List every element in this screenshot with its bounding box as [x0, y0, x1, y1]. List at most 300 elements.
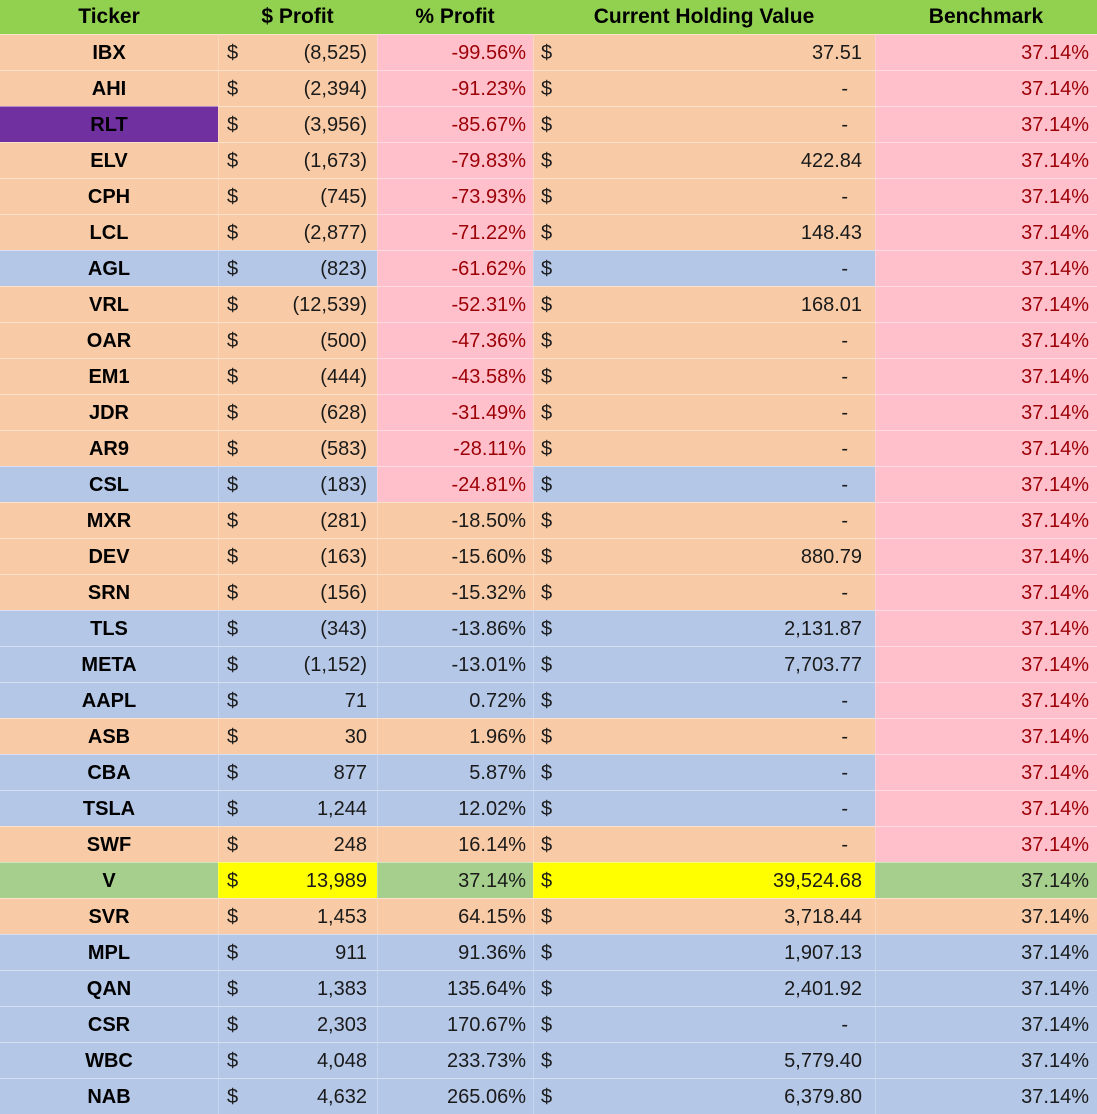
- ticker-cell[interactable]: [0, 934, 218, 970]
- profit-value: 248: [333, 833, 367, 856]
- benchmark-value: 37.14%: [1021, 437, 1089, 460]
- percent-profit-value: -47.36%: [451, 329, 526, 352]
- holding-value-cell[interactable]: [533, 322, 875, 358]
- dollar-sign: $: [541, 761, 553, 784]
- dollar-sign: $: [541, 329, 553, 352]
- profit-cell[interactable]: [218, 646, 377, 682]
- profit-value: 911: [335, 941, 367, 964]
- profit-cell[interactable]: [218, 34, 377, 70]
- holding-value-cell[interactable]: [533, 502, 875, 538]
- ticker-label: NAB: [87, 1085, 131, 1108]
- profit-value: 13,989: [305, 869, 367, 892]
- dollar-sign: $: [227, 653, 239, 676]
- profit-cell[interactable]: [218, 610, 377, 646]
- profit-value: (156): [320, 581, 367, 604]
- percent-profit-value: 233.73%: [447, 1049, 526, 1072]
- ticker-label: AAPL: [81, 689, 137, 712]
- dollar-sign: $: [227, 797, 239, 820]
- benchmark-cell[interactable]: [875, 1078, 1097, 1114]
- header-benchmark[interactable]: Benchmark: [928, 5, 1044, 28]
- table-row: [0, 358, 1097, 394]
- ticker-cell[interactable]: [0, 286, 218, 322]
- holding-value-cell[interactable]: [533, 970, 875, 1006]
- header-percent-profit[interactable]: % Profit: [415, 5, 495, 28]
- dollar-sign: $: [541, 149, 553, 172]
- profit-cell[interactable]: [218, 790, 377, 826]
- profit-cell[interactable]: [218, 682, 377, 718]
- percent-profit-cell[interactable]: [377, 70, 533, 106]
- benchmark-cell[interactable]: [875, 1006, 1097, 1042]
- ticker-cell[interactable]: [0, 754, 218, 790]
- header-ticker[interactable]: Ticker: [78, 5, 140, 28]
- benchmark-cell[interactable]: [875, 862, 1097, 898]
- ticker-cell[interactable]: [0, 250, 218, 286]
- holding-value-cell[interactable]: [533, 862, 875, 898]
- benchmark-cell[interactable]: [875, 250, 1097, 286]
- percent-profit-value: 91.36%: [458, 941, 526, 964]
- ticker-cell[interactable]: [0, 538, 218, 574]
- table-row: [0, 250, 1097, 286]
- table-row: [0, 646, 1097, 682]
- profit-cell[interactable]: [218, 214, 377, 250]
- dollar-sign: $: [541, 833, 553, 856]
- ticker-cell[interactable]: [0, 826, 218, 862]
- percent-profit-cell[interactable]: [377, 754, 533, 790]
- profit-cell[interactable]: [218, 1042, 377, 1078]
- benchmark-cell[interactable]: [875, 466, 1097, 502]
- percent-profit-cell[interactable]: [377, 574, 533, 610]
- table-row: [0, 718, 1097, 754]
- benchmark-cell[interactable]: [875, 214, 1097, 250]
- ticker-cell[interactable]: [0, 682, 218, 718]
- holding-value: -: [841, 113, 848, 136]
- benchmark-value: 37.14%: [1021, 653, 1089, 676]
- percent-profit-value: -43.58%: [451, 365, 526, 388]
- holding-value-cell[interactable]: [533, 430, 875, 466]
- percent-profit-cell[interactable]: [377, 466, 533, 502]
- dollar-sign: $: [541, 941, 553, 964]
- profit-cell[interactable]: [218, 1006, 377, 1042]
- percent-profit-cell[interactable]: [377, 34, 533, 70]
- dollar-sign: $: [227, 1013, 239, 1036]
- percent-profit-cell[interactable]: [377, 358, 533, 394]
- percent-profit-cell[interactable]: [377, 790, 533, 826]
- benchmark-cell[interactable]: [875, 1042, 1097, 1078]
- benchmark-cell[interactable]: [875, 178, 1097, 214]
- benchmark-cell[interactable]: [875, 358, 1097, 394]
- percent-profit-cell[interactable]: [377, 250, 533, 286]
- benchmark-cell[interactable]: [875, 754, 1097, 790]
- profit-cell[interactable]: [218, 358, 377, 394]
- profit-value: (3,956): [303, 113, 367, 136]
- holding-value-cell[interactable]: [533, 1006, 875, 1042]
- ticker-cell[interactable]: [0, 790, 218, 826]
- holding-value: -: [841, 581, 848, 604]
- benchmark-value: 37.14%: [1021, 113, 1089, 136]
- holding-value-cell[interactable]: [533, 358, 875, 394]
- holding-value-cell[interactable]: [533, 178, 875, 214]
- benchmark-cell[interactable]: [875, 142, 1097, 178]
- ticker-cell[interactable]: [0, 178, 218, 214]
- holding-value-cell[interactable]: [533, 826, 875, 862]
- benchmark-cell[interactable]: [875, 574, 1097, 610]
- percent-profit-cell[interactable]: [377, 1042, 533, 1078]
- benchmark-cell[interactable]: [875, 322, 1097, 358]
- percent-profit-value: -18.50%: [451, 509, 526, 532]
- ticker-label: AR9: [88, 437, 129, 460]
- profit-cell[interactable]: [218, 1078, 377, 1114]
- holding-value-cell[interactable]: [533, 718, 875, 754]
- ticker-cell[interactable]: [0, 502, 218, 538]
- profit-value: (583): [320, 437, 367, 460]
- dollar-sign: $: [227, 977, 239, 1000]
- table-row: [0, 538, 1097, 574]
- profit-cell[interactable]: [218, 430, 377, 466]
- holding-value-cell[interactable]: [533, 1042, 875, 1078]
- table-row: [0, 1006, 1097, 1042]
- holding-value: -: [841, 689, 848, 712]
- percent-profit-value: 16.14%: [458, 833, 526, 856]
- benchmark-cell[interactable]: [875, 538, 1097, 574]
- holding-value: 7,703.77: [784, 653, 862, 676]
- percent-profit-cell[interactable]: [377, 394, 533, 430]
- percent-profit-cell[interactable]: [377, 1006, 533, 1042]
- ticker-cell[interactable]: [0, 70, 218, 106]
- profit-cell[interactable]: [218, 970, 377, 1006]
- dollar-sign: $: [541, 1049, 553, 1072]
- dollar-sign: $: [541, 617, 553, 640]
- benchmark-value: 37.14%: [1021, 761, 1089, 784]
- benchmark-cell[interactable]: [875, 430, 1097, 466]
- dollar-sign: $: [227, 437, 239, 460]
- percent-profit-cell[interactable]: [377, 430, 533, 466]
- benchmark-cell[interactable]: [875, 718, 1097, 754]
- ticker-cell[interactable]: [0, 574, 218, 610]
- holding-value-cell[interactable]: [533, 538, 875, 574]
- table-row: [0, 574, 1097, 610]
- percent-profit-value: -13.01%: [451, 653, 526, 676]
- percent-profit-cell[interactable]: [377, 934, 533, 970]
- dollar-sign: $: [227, 401, 239, 424]
- profit-cell[interactable]: [218, 322, 377, 358]
- table-row: [0, 322, 1097, 358]
- profit-cell[interactable]: [218, 826, 377, 862]
- percent-profit-value: 135.64%: [447, 977, 526, 1000]
- ticker-cell[interactable]: [0, 898, 218, 934]
- profit-cell[interactable]: [218, 394, 377, 430]
- profit-value: (500): [320, 329, 367, 352]
- dollar-sign: $: [541, 185, 553, 208]
- dollar-sign: $: [227, 1049, 239, 1072]
- benchmark-cell[interactable]: [875, 106, 1097, 142]
- ticker-cell[interactable]: [0, 34, 218, 70]
- dollar-sign: $: [227, 905, 239, 928]
- ticker-cell[interactable]: [0, 1006, 218, 1042]
- benchmark-cell[interactable]: [875, 502, 1097, 538]
- percent-profit-cell[interactable]: [377, 1078, 533, 1114]
- benchmark-value: 37.14%: [1021, 257, 1089, 280]
- ticker-label: DEV: [88, 545, 130, 568]
- percent-profit-cell[interactable]: [377, 538, 533, 574]
- holding-value: 422.84: [800, 149, 862, 172]
- benchmark-value: 37.14%: [1021, 581, 1089, 604]
- holding-value-cell[interactable]: [533, 466, 875, 502]
- holding-value-cell[interactable]: [533, 682, 875, 718]
- ticker-cell[interactable]: [0, 106, 218, 142]
- profit-value: (745): [320, 185, 367, 208]
- profit-cell[interactable]: [218, 466, 377, 502]
- holding-value-cell[interactable]: [533, 70, 875, 106]
- percent-profit-value: -61.62%: [451, 257, 526, 280]
- benchmark-value: 37.14%: [1021, 689, 1089, 712]
- dollar-sign: $: [227, 689, 239, 712]
- benchmark-cell[interactable]: [875, 286, 1097, 322]
- dollar-sign: $: [227, 869, 239, 892]
- benchmark-value: 37.14%: [1021, 509, 1089, 532]
- holding-value: -: [841, 797, 848, 820]
- table-row: [0, 214, 1097, 250]
- profit-value: 71: [344, 689, 367, 712]
- dollar-sign: $: [541, 257, 553, 280]
- holding-value-cell[interactable]: [533, 394, 875, 430]
- benchmark-value: 37.14%: [1021, 725, 1089, 748]
- ticker-label: MPL: [87, 941, 131, 964]
- ticker-cell[interactable]: [0, 718, 218, 754]
- holding-value-cell[interactable]: [533, 214, 875, 250]
- holding-value-cell[interactable]: [533, 142, 875, 178]
- percent-profit-value: 265.06%: [447, 1085, 526, 1108]
- ticker-label: SRN: [87, 581, 131, 604]
- ticker-cell[interactable]: [0, 430, 218, 466]
- dollar-sign: $: [541, 977, 553, 1000]
- benchmark-cell[interactable]: [875, 70, 1097, 106]
- ticker-cell[interactable]: [0, 1042, 218, 1078]
- benchmark-cell[interactable]: [875, 610, 1097, 646]
- percent-profit-value: -28.11%: [452, 437, 526, 460]
- holding-value-cell[interactable]: [533, 610, 875, 646]
- profit-value: (12,539): [292, 293, 367, 316]
- holding-value-cell[interactable]: [533, 34, 875, 70]
- ticker-label: OAR: [86, 329, 132, 352]
- holding-value: -: [841, 329, 848, 352]
- benchmark-value: 37.14%: [1021, 41, 1089, 64]
- holding-value: -: [841, 833, 848, 856]
- dollar-sign: $: [541, 869, 553, 892]
- table-row: [0, 934, 1097, 970]
- dollar-sign: $: [541, 365, 553, 388]
- holding-value: -: [841, 77, 848, 100]
- ticker-cell[interactable]: [0, 322, 218, 358]
- dollar-sign: $: [541, 473, 553, 496]
- benchmark-value: 37.14%: [1021, 185, 1089, 208]
- profit-cell[interactable]: [218, 862, 377, 898]
- percent-profit-cell[interactable]: [377, 502, 533, 538]
- holding-value-cell[interactable]: [533, 250, 875, 286]
- profit-cell[interactable]: [218, 538, 377, 574]
- benchmark-value: 37.14%: [1021, 293, 1089, 316]
- table-header: [0, 0, 1097, 34]
- holding-value: 168.01: [800, 293, 862, 316]
- table-row: [0, 1078, 1097, 1114]
- benchmark-value: 37.14%: [1021, 797, 1089, 820]
- benchmark-cell[interactable]: [875, 826, 1097, 862]
- profit-cell[interactable]: [218, 898, 377, 934]
- ticker-cell[interactable]: [0, 142, 218, 178]
- holding-value-cell[interactable]: [533, 286, 875, 322]
- holding-value: -: [841, 761, 848, 784]
- profit-cell[interactable]: [218, 286, 377, 322]
- dollar-sign: $: [227, 761, 239, 784]
- holding-value: 37.51: [811, 41, 862, 64]
- profit-cell[interactable]: [218, 70, 377, 106]
- ticker-label: TLS: [90, 617, 128, 640]
- table-row: [0, 394, 1097, 430]
- table-row: [0, 826, 1097, 862]
- ticker-cell[interactable]: [0, 358, 218, 394]
- percent-profit-cell[interactable]: [377, 178, 533, 214]
- dollar-sign: $: [227, 581, 239, 604]
- header-current-holding-value[interactable]: Current Holding Value: [593, 5, 815, 28]
- holding-value-cell[interactable]: [533, 934, 875, 970]
- profit-cell[interactable]: [218, 934, 377, 970]
- benchmark-value: 37.14%: [1021, 149, 1089, 172]
- benchmark-cell[interactable]: [875, 898, 1097, 934]
- holding-value-cell[interactable]: [533, 106, 875, 142]
- percent-profit-cell[interactable]: [377, 610, 533, 646]
- percent-profit-cell[interactable]: [377, 970, 533, 1006]
- ticker-cell[interactable]: [0, 862, 218, 898]
- dollar-sign: $: [227, 1085, 239, 1108]
- dollar-sign: $: [227, 257, 239, 280]
- table-row: [0, 610, 1097, 646]
- holding-value: -: [841, 185, 848, 208]
- holding-value-cell[interactable]: [533, 754, 875, 790]
- benchmark-value: 37.14%: [1021, 401, 1089, 424]
- holding-value: 39,524.68: [773, 869, 862, 892]
- profit-cell[interactable]: [218, 754, 377, 790]
- percent-profit-value: 0.72%: [469, 689, 526, 712]
- ticker-cell[interactable]: [0, 970, 218, 1006]
- percent-profit-cell[interactable]: [377, 646, 533, 682]
- table-row: [0, 430, 1097, 466]
- dollar-sign: $: [227, 221, 239, 244]
- profit-value: (2,877): [303, 221, 367, 244]
- dollar-sign: $: [227, 41, 239, 64]
- dollar-sign: $: [541, 725, 553, 748]
- holding-value: 1,907.13: [784, 941, 862, 964]
- percent-profit-value: -31.49%: [451, 401, 526, 424]
- benchmark-cell[interactable]: [875, 790, 1097, 826]
- ticker-cell[interactable]: [0, 646, 218, 682]
- percent-profit-cell[interactable]: [377, 718, 533, 754]
- profit-cell[interactable]: [218, 142, 377, 178]
- profit-cell[interactable]: [218, 718, 377, 754]
- percent-profit-cell[interactable]: [377, 106, 533, 142]
- profit-cell[interactable]: [218, 106, 377, 142]
- holding-value-cell[interactable]: [533, 574, 875, 610]
- ticker-cell[interactable]: [0, 1078, 218, 1114]
- percent-profit-cell[interactable]: [377, 214, 533, 250]
- percent-profit-value: -71.22%: [451, 221, 526, 244]
- percent-profit-cell[interactable]: [377, 826, 533, 862]
- percent-profit-cell[interactable]: [377, 142, 533, 178]
- holding-value-cell[interactable]: [533, 1078, 875, 1114]
- benchmark-value: 37.14%: [1021, 833, 1089, 856]
- profit-value: 4,048: [316, 1049, 367, 1072]
- dollar-sign: $: [541, 797, 553, 820]
- holding-value-cell[interactable]: [533, 790, 875, 826]
- dollar-sign: $: [541, 689, 553, 712]
- benchmark-value: 37.14%: [1021, 365, 1089, 388]
- benchmark-cell[interactable]: [875, 34, 1097, 70]
- holding-value: 3,718.44: [784, 905, 862, 928]
- profit-cell[interactable]: [218, 574, 377, 610]
- table-row: [0, 970, 1097, 1006]
- ticker-cell[interactable]: [0, 214, 218, 250]
- benchmark-value: 37.14%: [1021, 329, 1089, 352]
- percent-profit-value: -85.67%: [451, 113, 526, 136]
- dollar-sign: $: [227, 725, 239, 748]
- table-row: [0, 106, 1097, 142]
- profit-cell[interactable]: [218, 250, 377, 286]
- header-dollar-profit[interactable]: $ Profit: [261, 5, 334, 28]
- ticker-label: ASB: [87, 725, 131, 748]
- percent-profit-value: 1.96%: [469, 725, 526, 748]
- benchmark-cell[interactable]: [875, 646, 1097, 682]
- dollar-sign: $: [541, 41, 553, 64]
- dollar-sign: $: [227, 509, 239, 532]
- percent-profit-value: 170.67%: [447, 1013, 526, 1036]
- dollar-sign: $: [227, 149, 239, 172]
- benchmark-value: 37.14%: [1021, 221, 1089, 244]
- table-row: [0, 754, 1097, 790]
- percent-profit-cell[interactable]: [377, 862, 533, 898]
- ticker-label: V: [102, 869, 116, 892]
- profit-cell[interactable]: [218, 178, 377, 214]
- percent-profit-value: 12.02%: [458, 797, 526, 820]
- profit-value: 1,244: [316, 797, 367, 820]
- holding-value-cell[interactable]: [533, 898, 875, 934]
- percent-profit-value: 37.14%: [458, 869, 526, 892]
- ticker-label: AGL: [87, 257, 131, 280]
- percent-profit-cell[interactable]: [377, 286, 533, 322]
- benchmark-cell[interactable]: [875, 394, 1097, 430]
- holding-value: -: [841, 437, 848, 460]
- profit-value: (8,525): [303, 41, 367, 64]
- dollar-sign: $: [541, 1085, 553, 1108]
- holding-value: -: [841, 257, 848, 280]
- holding-value: -: [841, 1013, 848, 1036]
- dollar-sign: $: [541, 113, 553, 136]
- percent-profit-cell[interactable]: [377, 322, 533, 358]
- benchmark-value: 37.14%: [1021, 869, 1089, 892]
- holding-value-cell[interactable]: [533, 646, 875, 682]
- dollar-sign: $: [541, 77, 553, 100]
- percent-profit-cell[interactable]: [377, 898, 533, 934]
- benchmark-cell[interactable]: [875, 682, 1097, 718]
- dollar-sign: $: [541, 509, 553, 532]
- benchmark-cell[interactable]: [875, 934, 1097, 970]
- ticker-label: EM1: [88, 365, 130, 388]
- table-row: [0, 682, 1097, 718]
- ticker-cell[interactable]: [0, 610, 218, 646]
- benchmark-cell[interactable]: [875, 970, 1097, 1006]
- percent-profit-cell[interactable]: [377, 682, 533, 718]
- ticker-cell[interactable]: [0, 394, 218, 430]
- ticker-cell[interactable]: [0, 466, 218, 502]
- profit-cell[interactable]: [218, 502, 377, 538]
- percent-profit-value: -15.60%: [451, 545, 526, 568]
